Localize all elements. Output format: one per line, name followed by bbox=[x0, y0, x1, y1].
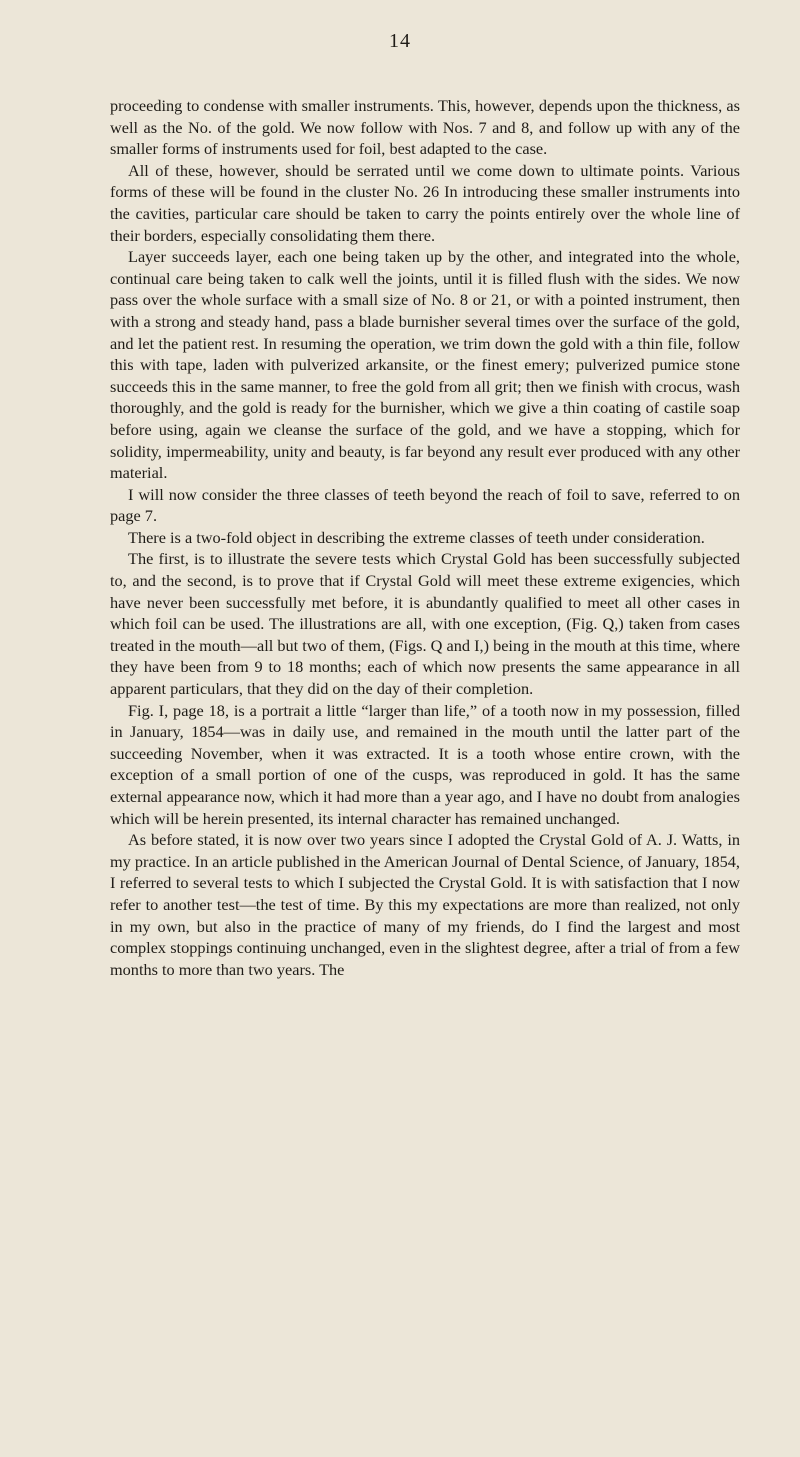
paragraph-illustrations: The first, is to illustrate the severe tests which Crystal Gold has been successfully subjected to, and the second, is to prove that if Crystal Gold will meet these extreme exigencies, which have never been successfully met before, it is abundantly qualified to meet all other cases in which foil can be used. The illustrations are all, with one exception, (Fig. Q,) taken from cases treated in the mouth—all but two of them, (Figs. Q and I,) being in the mouth at this time, where they have been from 9 to 18 months; each of which now presents the same appearance in all apparent particulars, that they did on the day of their completion. bbox=[110, 549, 740, 699]
paragraph-two-fold-object: There is a two-fold object in describing the extreme classes of teeth under consideration. bbox=[128, 527, 705, 547]
paragraph-three-classes: I will now consider the three classes of teeth beyond the reach of foil to save, referred to on page 7. bbox=[110, 484, 740, 526]
paragraph-serrated-instruments: All of these, however, should be serrated until we come down to ultimate points. Various forms of these will be found in the cluster No. 26 In introducing these smaller instruments into the cavities, particular care should be taken to carry the points entirely over the whole line of their borders, especially consolidating them there. bbox=[110, 160, 740, 245]
body-text bbox=[110, 95, 740, 980]
paragraph-layering-process: Layer succeeds layer, each one being taken up by the other, and integrated into the whole, continual care being taken to calk well the joints, until it is filled flush with the sides. We now pass over the whole surface with a small size of No. 8 or 21, or with a pointed instrument, then with a strong and steady hand, pass a blade burnisher several times over the surface of the gold, and let the patient rest. In resuming the operation, we trim down the gold with a thin file, follow this with tape, laden with pulverized arkansite, or the finest emery; pulverized pumice stone succeeds this in the same manner, to free the gold from all grit; then we finish with crocus, wash thoroughly, and the gold is ready for the burnisher, which we give a thin coating of castile soap before using, again we cleanse the surface of the gold, and we have a stopping, which for solidity, impermeability, unity and beauty, is far beyond any result ever produced with any other material. bbox=[110, 247, 740, 483]
paragraph-crystal-gold-practice: As before stated, it is now over two years since I adopted the Crystal Gold of A. J. Watts, in my practice. In an article published in the American Journal of Dental Science, of January, 1854, I referred to several tests to which I subjected the Crystal Gold. It is with satisfaction that I now refer to another test—the test of time. By this my expectations are more than realized, not only in my own, but also in the practice of many of my friends, do I find the largest and most complex stoppings continuing unchanged, even in the slightest degree, after a trial of from a few months to more than two years. The bbox=[110, 830, 740, 979]
paragraph-continuation: proceeding to condense with smaller instruments. This, however, depends upon the thickness, as well as the No. of the gold. We now follow with Nos. 7 and 8, and follow up with any of the smaller forms of instruments used for foil, best adapted to the case. bbox=[110, 96, 740, 159]
page-number: 14 bbox=[389, 30, 411, 52]
paragraph-fig-i: Fig. I, page 18, is a portrait a little “larger than life,” of a tooth now in my possession, filled in January, 1854—was in daily use, and remained in the mouth until the latter part of the succeeding November, when it was extracted. It is a tooth whose entire crown, with the exception of a small portion of one of the cusps, was reproduced in gold. It has the same external appearance now, which it had more than a year ago, and I have no doubt from analogies which will be herein presented, its internal character has remained unchanged. bbox=[110, 700, 740, 828]
